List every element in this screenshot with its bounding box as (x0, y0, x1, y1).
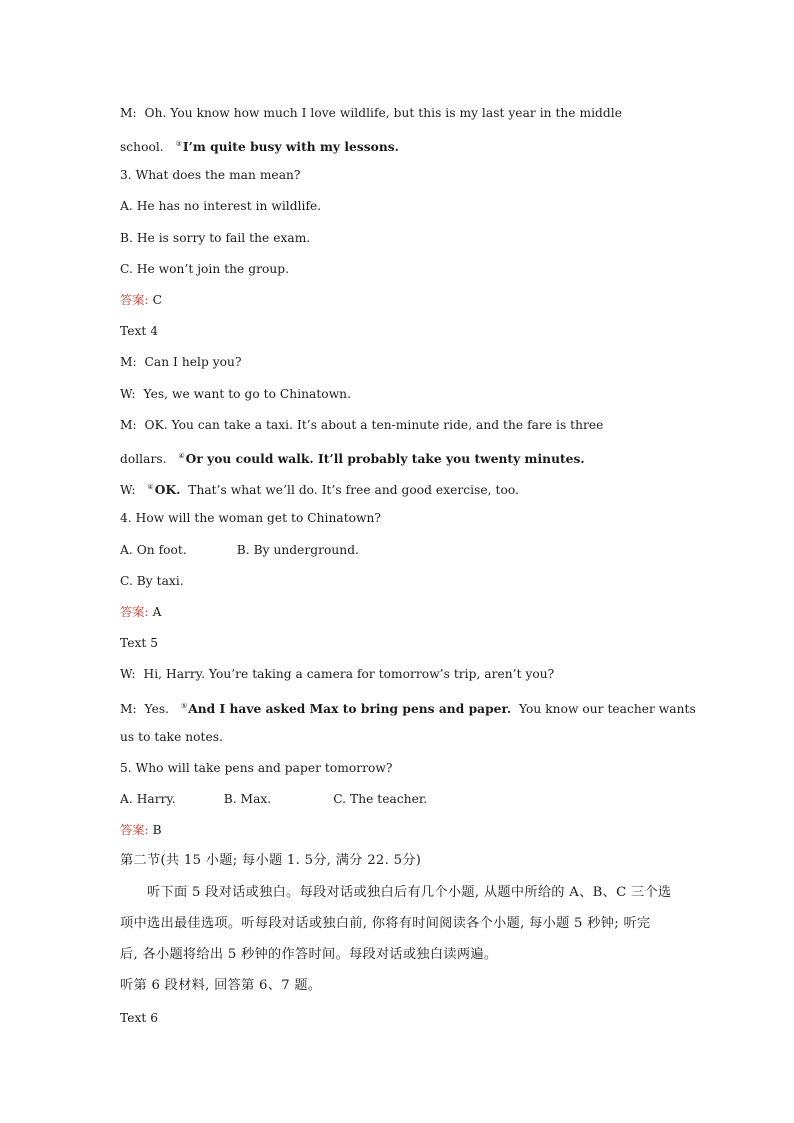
question-4-option-b: B. By underground. (236, 543, 359, 557)
question-4-option-c: C. By taxi. (120, 574, 184, 588)
question-3-option-b: B. He is sorry to fail the exam. (120, 231, 311, 245)
clue-sentence: And I have asked Max to bring pens and paper. (188, 702, 512, 716)
answer-label: 答案: (120, 605, 149, 619)
clue-marker: ③ (175, 140, 182, 148)
question-3-option-a: A. He has no interest in wildlife. (120, 199, 322, 213)
section-2-instructions-line-1: 听下面 5 段对话或独白。每段对话或独白后有几个小题, 从题中所给的 A、B、C 三个选 (147, 885, 672, 900)
text5-line-2 (120, 697, 696, 718)
dialogue-text: That’s what we’ll do. It’s free and good exercise, too. (188, 483, 519, 497)
speaker-label: M: (120, 106, 137, 120)
text5-line-1 (120, 665, 554, 683)
answer-value: C (152, 293, 162, 307)
question-3: 3. What does the man mean? (120, 168, 301, 182)
answer-3 (120, 291, 162, 309)
clue-sentence: I’m quite busy with my lessons. (182, 140, 399, 154)
text4-line-1 (120, 353, 242, 371)
section-2-sub-instruction: 听第 6 段材料, 回答第 6、7 题。 (120, 978, 322, 993)
dialogue-text: Hi, Harry. You’re taking a camera for tomorrow’s trip, aren’t you? (143, 667, 555, 681)
answer-4 (120, 603, 161, 621)
dialogue-text: OK. You can take a taxi. It’s about a ten-minute ride, and the fare is three (144, 418, 604, 432)
question-5-options (120, 790, 427, 808)
speaker-label: W: (120, 387, 136, 401)
text5-line-3: us to take notes. (120, 730, 223, 744)
text4-line-2 (120, 385, 351, 403)
text3-line-2 (120, 135, 399, 156)
text4-line-4 (120, 447, 585, 468)
section-2-instructions-line-2: 项中选出最佳选项。听每段对话或独白前, 你将有时间阅读各个小题, 每小题 5 秒钟; 听完 (120, 916, 651, 931)
dialogue-text: Oh. You know how much I love wildlife, but this is my last year in the middle (144, 106, 622, 120)
dialogue-text: You know our teacher wants (518, 702, 696, 716)
text4-heading: Text 4 (120, 324, 159, 338)
question-5-option-c: C. The teacher. (333, 792, 428, 806)
question-5-option-a: A. Harry. (120, 792, 176, 806)
question-4-option-a: A. On foot. (120, 543, 187, 557)
text4-line-3 (120, 416, 603, 434)
question-4-options-ab (120, 541, 359, 559)
answer-value: A (152, 605, 162, 619)
text3-line-1 (120, 104, 622, 122)
question-4: 4. How will the woman get to Chinatown? (120, 511, 382, 525)
question-3-option-c: C. He won’t join the group. (120, 262, 290, 276)
text6-heading: Text 6 (120, 1011, 159, 1025)
section-2-instructions-line-3: 后, 各小题将给出 5 秒钟的作答时间。每段对话或独白读两遍。 (120, 947, 498, 962)
text4-line-5 (120, 478, 519, 499)
clue-marker: ⑤ (180, 702, 188, 710)
dialogue-text: Yes, we want to go to Chinatown. (143, 387, 351, 401)
answer-label: 答案: (120, 293, 149, 307)
speaker-label: M: (120, 355, 137, 369)
clue-marker: ④ (178, 452, 185, 460)
answer-value: B (152, 823, 162, 837)
clue-sentence: OK. (154, 483, 181, 497)
question-5: 5. Who will take pens and paper tomorrow? (120, 761, 393, 775)
clue-sentence: Or you could walk. It’ll probably take you twenty minutes. (185, 452, 585, 466)
answer-5 (120, 821, 162, 839)
dialogue-text: Can I help you? (144, 355, 242, 369)
clue-marker: ④ (147, 483, 154, 491)
speaker-label: W: (120, 667, 136, 681)
text5-heading: Text 5 (120, 636, 159, 650)
answer-label: 答案: (120, 823, 149, 837)
speaker-label: M: (120, 702, 137, 716)
section-2-heading: 第二节(共 15 小题; 每小题 1. 5分, 满分 22. 5分) (120, 853, 422, 868)
dialogue-text: Yes. (144, 702, 170, 716)
speaker-label: M: (120, 418, 137, 432)
question-5-option-b: B. Max. (223, 792, 272, 806)
dialogue-text: dollars. (120, 452, 167, 466)
speaker-label: W: (120, 483, 136, 497)
dialogue-text: school. (120, 140, 164, 154)
